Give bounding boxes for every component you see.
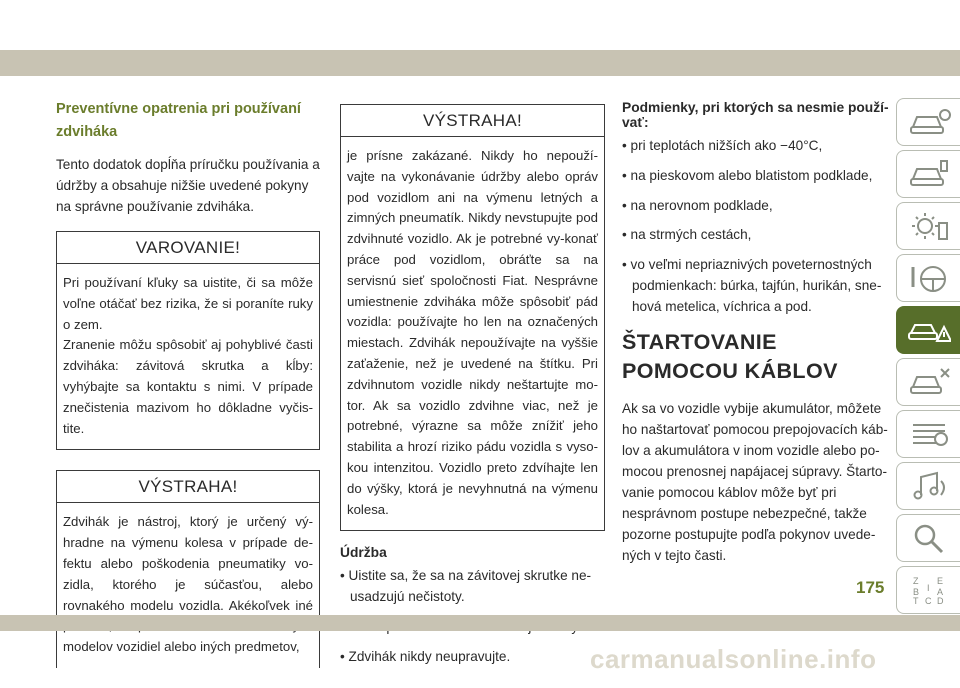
list-item: • Zdvihák nikdy neupravujte. xyxy=(340,648,511,664)
section-heading-jump-start: ŠTARTOVANIE POMOCOU KÁBLOV xyxy=(622,329,838,383)
tab-dashboard-lights[interactable] xyxy=(896,202,960,250)
tab-search[interactable] xyxy=(896,514,960,562)
list-item: • vo veľmi nepriaznivých poveternostných podmienkach: búrka, tajfún, hurikán, sne-hová metelica, víchrica a pod. xyxy=(622,257,882,314)
watermark: carmanualsonline.info xyxy=(590,644,877,674)
section-heading-jack-precautions: Preventívne opatrenia pri používaní zdviháka xyxy=(56,101,301,140)
car-safety-icon xyxy=(907,157,951,191)
tab-emergency[interactable] xyxy=(896,306,960,354)
svg-text:I: I xyxy=(926,583,930,593)
car-info-icon xyxy=(907,105,951,139)
list-item: • na strmých cestách, xyxy=(622,227,752,243)
list-item: • na pieskovom alebo blatistom podklade, xyxy=(622,167,873,183)
warning-paragraph-2: Zranenie môžu spôsobiť aj pohyblivé časti zdviháka: závitová skrutka a kĺby: vyhýbajte sa kontaktu s nimi. V prípade znečistenia mazivom ho dôkladne vyčis-tite. xyxy=(63,337,313,436)
warning-box-body xyxy=(57,264,319,449)
multimedia-icon xyxy=(907,469,951,503)
bottom-decorative-band xyxy=(0,615,960,631)
svg-text:A: A xyxy=(936,587,943,597)
svg-text:D: D xyxy=(936,596,943,606)
caution-box-2-title: VÝSTRAHA! xyxy=(341,105,604,137)
intro-paragraph: Tento dodatok dopĺňa príručku používania a údržby a obsahuje nižšie uvedené pokyny na správne používanie zdviháka. xyxy=(56,157,320,214)
dashboard-lights-icon xyxy=(907,209,951,243)
tab-specifications[interactable] xyxy=(896,410,960,458)
svg-text:B: B xyxy=(912,587,919,597)
warning-paragraph-1: Pri používaní kľuky sa uistite, či sa môže voľne otáčať bez rizika, že si poraníte ruky o zem. xyxy=(63,275,313,332)
caution-box-1-text: Zdvihák je nástroj, ktorý je určený vý-hradne na výmenu kolesa v prípade de-fektu alebo poškodenia pneumatiky vo-zidla, ktorého je súčasťou, alebo rovnakého modelu vozidla. Akékoľvek iné modelov vozidiel alebo iných predmetov, xyxy=(63,514,313,655)
list-item: • Uistite sa, že sa na závitovej skrutke ne-usadzujú nečistoty. xyxy=(340,568,592,605)
tab-service-maintenance[interactable] xyxy=(896,358,960,406)
warning-box xyxy=(56,231,320,450)
svg-text:Z: Z xyxy=(912,576,918,586)
index-icon xyxy=(907,573,951,607)
chapter-tabs xyxy=(896,98,960,618)
caution-box-1 xyxy=(56,470,320,668)
service-maintenance-icon xyxy=(907,365,951,399)
maintenance-heading: Údržba xyxy=(340,545,387,561)
tab-steering-wheel[interactable] xyxy=(896,254,960,302)
jump-start-paragraph: Ak sa vo vozidle vybije akumulátor, môžete ho naštartovať pomocou prepojovacích káb-lov a akumulátora v inom vozidle alebo po-mocou prenosnej napájacej súpravy. Štarto-vanie pomocou káblov môže byť pri nesprávnom postupe nebezpečné, takže pozorne postupujte podľa pokynov uvede-ných v tejto časti. xyxy=(622,400,888,563)
svg-text:E: E xyxy=(936,576,943,586)
svg-text:C: C xyxy=(924,596,931,606)
tab-multimedia[interactable] xyxy=(896,462,960,510)
caution-box-1-body xyxy=(57,503,319,668)
list-item: • na nerovnom podklade, xyxy=(622,197,773,213)
caution-box-2-body xyxy=(341,137,604,530)
column-right xyxy=(622,100,890,566)
specifications-icon xyxy=(907,417,951,451)
emergency-warning-icon xyxy=(907,313,951,347)
svg-text:T: T xyxy=(912,596,918,606)
column-middle xyxy=(340,104,605,677)
page-number: 175 xyxy=(856,578,885,597)
top-decorative-band xyxy=(0,50,960,76)
search-icon xyxy=(907,521,951,555)
tab-index[interactable] xyxy=(896,566,960,614)
list-item: • pri teplotách nižších ako −40°C, xyxy=(622,138,823,153)
caution-box-2 xyxy=(340,104,605,531)
caution-box-2-text: je prísne zakázané. Nikdy ho nepouží-vajte na vykonávanie údržby alebo opráv pod vozidlom ani na výmenu letných a zimných pneumatík. Nikdy nevstupujte pod zdvihnuté vozidlo. Ak je potrebné vy-konať práce pod vozidlom, obráťte sa na servisnú sieť spoločnosti Fiat. Nesprávne umiestnenie zdviháka môže spôsobiť pád vozidla: používajte ho len na označených miestach. Zdvihák nepoužívajte na vyššie zaťaženie, než je uvedené na štítku. Pri zdvihnutom vozidle nikdy neštartujte mo-tor. Ak sa vozidlo zdvihne viac, než je potrebné, výrazne sa môže znížiť jeho stabilita a hrozí riziko pádu vozidla s vyso-kou intenzitou. Vozidlo preto zdvíhajte len do výšky, ktorá je nevyhnutná na výmenu kolesa. xyxy=(347,148,598,517)
conditions-heading: Podmienky, pri ktorých sa nesmie použí-vať: xyxy=(622,100,889,130)
column-left xyxy=(56,98,320,688)
caution-box-1-title: VÝSTRAHA! xyxy=(57,471,319,503)
conditions-list xyxy=(622,136,890,318)
tab-car-info[interactable] xyxy=(896,98,960,146)
tab-car-safety[interactable] xyxy=(896,150,960,198)
steering-wheel-icon xyxy=(907,261,951,295)
warning-box-title: VAROVANIE! xyxy=(57,232,319,264)
